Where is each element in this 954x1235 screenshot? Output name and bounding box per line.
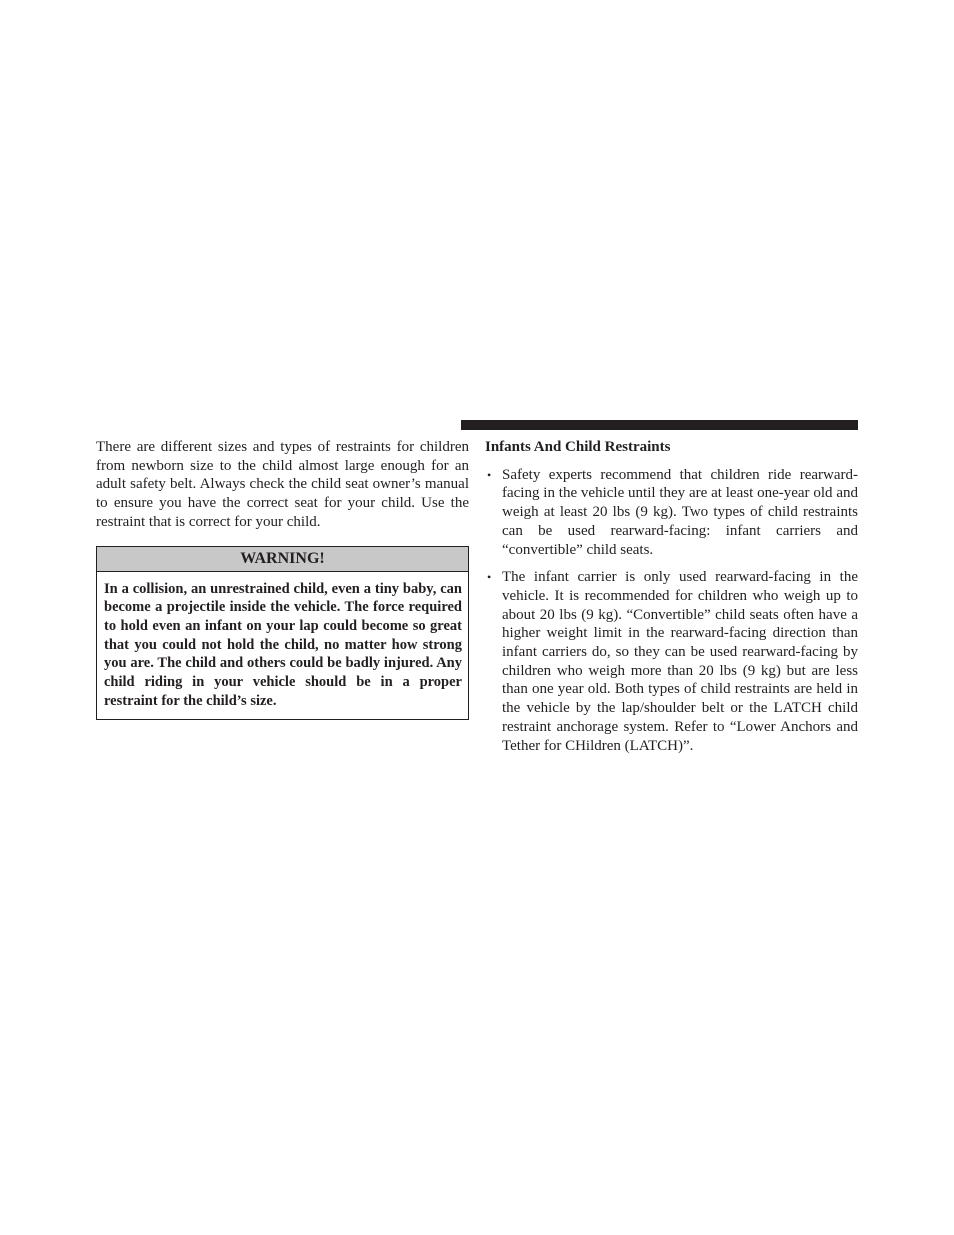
- section-heading: Infants And Child Restraints: [485, 439, 671, 455]
- right-column: [485, 438, 858, 764]
- bullet-text: Safety experts recommend that children ride rearward-facing in the vehicle until they are at least one-year old and weigh at least 20 lbs (9 kg). Two types of child restraints can be used rearward-facing: infant carriers and “convertible” child seats.: [502, 466, 858, 558]
- bullet-list: [485, 466, 858, 756]
- list-item: [485, 466, 858, 560]
- section-rule: [461, 420, 858, 430]
- warning-text: In a collision, an unrestrained child, even a tiny baby, can become a projectile inside the vehicle. The force required to hold even an infant on your lap could become so great that you could not hold the child, no matter how strong you are. The child and others could be badly injured. Any child riding in your vehicle should be in a proper restraint for the child’s size.: [104, 580, 462, 709]
- bullet-icon: •: [487, 570, 492, 585]
- left-column: [96, 438, 469, 720]
- bullet-text: The infant carrier is only used rearward-facing in the vehicle. It is recommended for children who weigh up to about 20 lbs (9 kg). “Convertible” child seats often have a higher weight limit in the rearward-facing direction than infant carriers do, so they can be used rearward-facing by children who weigh more than 20 lbs (9 kg) but are less than one year old. Both types of child restraints are held in the vehicle by the lap/shoulder belt or the LATCH child restraint anchorage system. Refer to “Lower Anchors and Tether for CHildren (LATCH)”.: [502, 569, 858, 754]
- bullet-icon: •: [487, 467, 492, 482]
- list-item: [485, 568, 858, 755]
- intro-paragraph: There are different sizes and types of restraints for children from newborn size to the child almost large enough for an adult safety belt. Always check the child seat owner’s manual to ensure you have the correct seat for your child. Use the restraint that is correct for your child.: [96, 439, 469, 530]
- warning-title: WARNING!: [97, 547, 468, 572]
- warning-box: [96, 546, 469, 721]
